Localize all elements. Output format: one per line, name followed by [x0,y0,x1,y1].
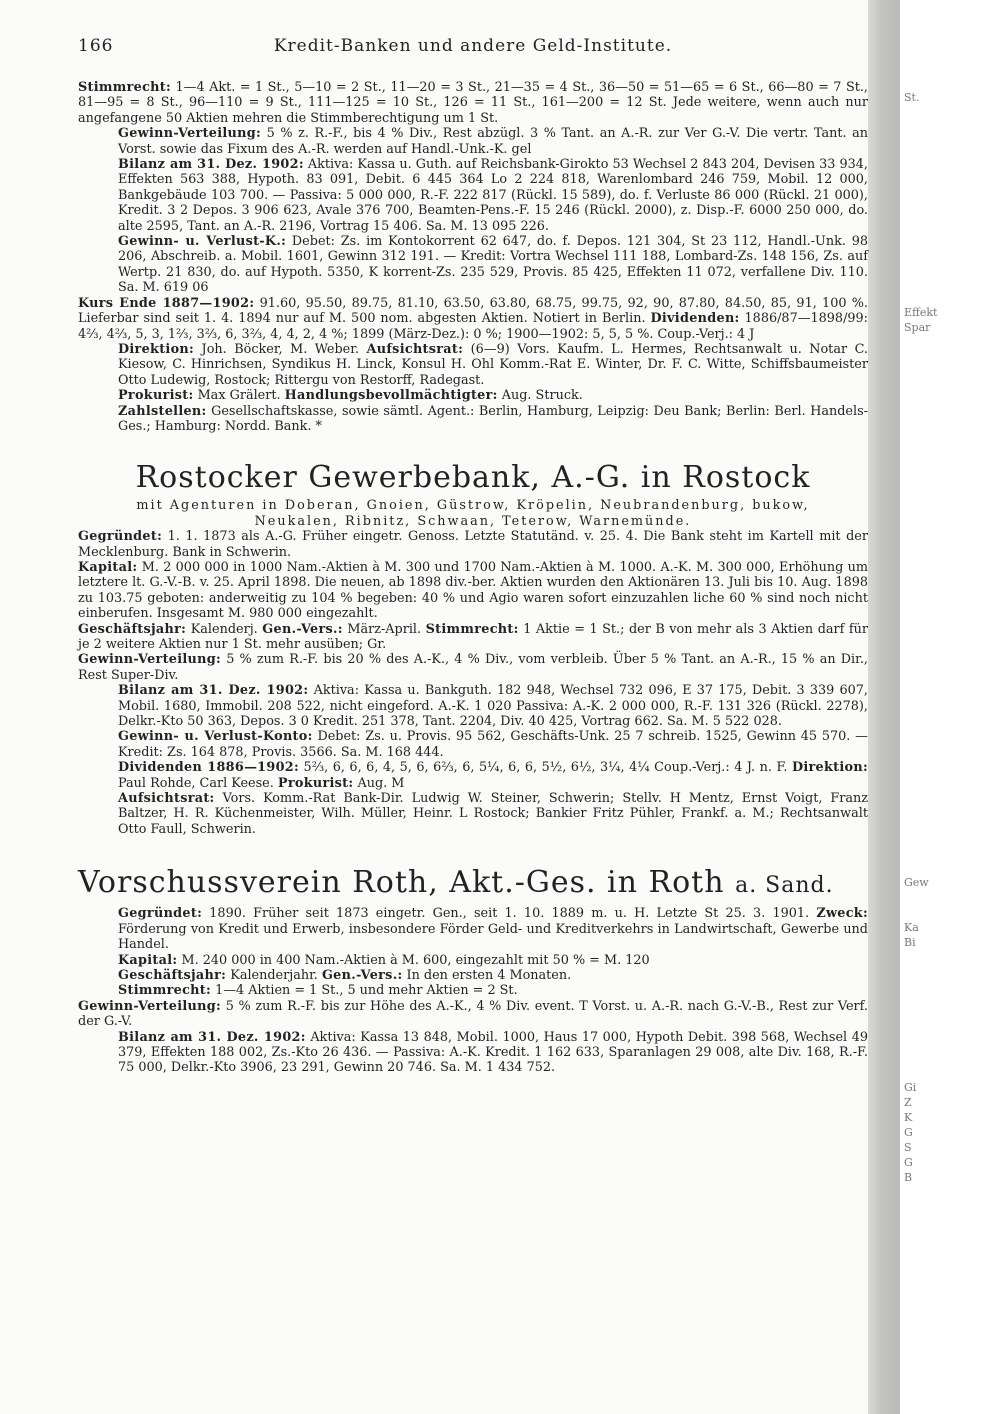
running-head: Kredit-Banken und andere Geld-Institute. [273,36,673,56]
label: Gewinn- u. Verlust-K.: [118,234,287,250]
text: Förderung von Kredit und Erwerb, insbesondere Förder Geld- und Kreditverkehrs in Landwirtschaft, Gewerbe und Handel. [118,921,868,953]
label: Gen.-Vers.: [262,621,343,637]
entry-title-main: Vorschussverein Roth, Akt.-Ges. in Roth [78,865,725,901]
paragraph-bilanz [78,1030,868,1076]
text: Aktiva: Kassa 13 848, Mobil. 1000, Haus 17 000, Hypoth Debit. 398 568, Wechsel 49 379, Effekten 188 002, Zs.-Kto 26 436. — Passiva: A.-K. Kredit. 1 162 633, Sparanlagen 29 008, alte Div. 168, R.-F. 75 000, Delkr.-Kto 3906, 23 291, Gewinn 20 746. Sa. M. 1 434 752. [118,1029,868,1076]
fragment: Z [904,1096,912,1109]
entry-subtitle: mit Agenturen in Doberan, Gnoien, Güstrow, Kröpelin, Neubrandenburg, bukow, Neukalen, Ribnitz, Schwaan, Teterow, Warnemünde. [136,498,810,529]
label: Gegründet: [78,529,163,545]
label: Gewinn-Verteilung: [118,126,262,142]
label: Stimmrecht: [118,983,212,999]
paragraph-geschaeftsjahr [78,622,868,653]
label: Dividenden: [650,311,740,327]
paragraph-kapital [78,953,868,968]
paragraph-stimmrecht [78,80,868,126]
paragraph-kapital [78,560,868,622]
paragraph-dividenden [78,760,868,791]
fragment: K [904,1111,913,1124]
paragraph-prokurist [78,388,868,403]
label: Direktion: [118,341,195,357]
text: Debet: Zs. u. Provis. 95 562, Geschäfts-Unk. 25 7 schreib. 1525, Gewinn 45 570. — Kredit: Zs. 164 878, Provis. 3566. Sa. M. 168 444. [118,729,868,760]
fragment: B [904,1171,913,1184]
text: 5⅔, 6, 6, 6, 4, 5, 6, 6⅔, 6, 5¼, 6, 6, 5½, 6½, 3¼, 4¼ Coup.-Verj.: 4 J. n. F. [299,760,788,776]
page-header [78,36,868,62]
label: Zweck: [816,906,868,922]
label: Bilanz am 31. Dez. 1902: [118,157,304,173]
label: Bilanz am 31. Dez. 1902: [118,683,309,699]
fragment: St. [904,91,920,104]
text: 5 % zum R.-F. bis 20 % des A.-K., 4 % Div., vom verbleib. Über 5 % Tant. an A.-R., 15 % an Dir., Rest Super-Div. [78,652,868,683]
fragment: Bi [904,936,916,949]
text: 5 % z. R.-F., bis 4 % Div., Rest abzügl. 3 % Tant. an A.-R. zur Ver G.-V. Die vertr. Tant. an Vorst. sowie das Fixum des A.-R. werden auf Handl.-Unk.-K. gel [118,126,868,157]
text: 1886/87—1898/99: 4⅔, 4⅔, 5, 3, 1⅔, 3⅔, 6, 3⅔, 4, 4, 2, 4 %; 1899 (März-Dez.): 0 %; 1900—1902: 5, 5, 5 %. Coup.-Verj.: 4 J [78,311,868,342]
label: Kapital: [78,559,138,575]
text: Aug. M [353,775,405,791]
fragment: Effekt [904,306,938,319]
entry-continued [78,80,868,434]
text: 1. 1. 1873 als A.-G. Früher eingetr. Genoss. Letzte Statutänd. v. 25. 4. Die Bank steht im Kartell mit der Mecklenburg. Bank in Schwerin. [78,529,868,560]
label: Prokurist: [277,775,354,791]
paragraph-gewinn-verteilung [78,999,868,1030]
text: 1—4 Akt. = 1 St., 5—10 = 2 St., 11—20 = 3 St., 21—35 = 4 St., 36—50 = 51—65 = 6 St., 66—80 = 7 St., 81—95 = 8 St., 96—110 = 9 St., 111—125 = 10 St., 126 = 11 St., 161—200 = 12 St. Jede weitere, wenn auch nur angefangene 50 Aktien mehren die Stimmberechtigung um 1 St. [78,80,868,126]
label: Kurs Ende 1887—1902: [78,295,255,311]
text: Max Grälert. [193,388,281,404]
label: Kapital: [118,952,178,968]
text: M. 240 000 in 400 Nam.-Aktien à M. 600, eingezahlt mit 50 % = M. 120 [177,952,650,968]
text: Paul Rohde, Carl Keese. [118,775,274,791]
text: März-April. [342,621,422,637]
label: Handlungsbevollmächtigter: [284,388,498,404]
text: 1890. Früher seit 1873 eingetr. Gen., seit 1. 10. 1889 m. u. H. Letzte St 25. 3. 1901. [202,906,810,922]
label: Gegründet: [118,906,203,922]
paragraph-bilanz [78,157,868,234]
label: Geschäftsjahr: [118,967,227,983]
paragraph-bilanz [78,683,868,729]
paragraph-gewinn-verteilung [78,126,868,157]
paragraph-gegruendet [78,906,868,952]
entry-title-suffix: a. Sand. [735,873,834,899]
adjacent-page-fragments [904,80,998,1185]
label: Dividenden 1886—1902: [118,760,300,776]
label: Gewinn-Verteilung: [78,652,222,668]
paragraph-zahlstellen [78,404,868,435]
fragment: G [904,1126,913,1139]
label: Gen.-Vers.: [321,967,403,983]
page-number: 166 [78,36,114,56]
paragraph-stimmrecht [78,983,868,998]
paragraph-gewinn-verteilung [78,652,868,683]
text: Joh. Böcker, M. Weber. [194,341,360,357]
label: Prokurist: [118,388,194,404]
entry-title [78,865,868,904]
label: Aufsichtsrat: [118,791,215,807]
paragraph-geschaeftsjahr [78,968,868,983]
text: Gesellschaftskasse, sowie sämtl. Agent.: Berlin, Hamburg, Leipzig: Deu Bank; Berlin: Berl. Handels-Ges.; Hamburg: Nordd. Bank. [118,403,868,434]
text: Kalenderjahr. [226,967,318,983]
entry-title: Rostocker Gewerbebank, A.-G. in Rostock [135,460,811,496]
fragment: S [904,1141,912,1154]
text: M. 2 000 000 in 1000 Nam.-Aktien à M. 300 und 1700 Nam.-Aktien à M. 1000. A.-K. M. 300 000, Erhöhung um letztere lt. G.-V.-B. v. 25. April 1898. Die neuen, ab 1898 div.-ber. Aktien wurden den Aktionären 13. Juli bis 10. Aug. 1898 zu 103.75 geboten: anderweitig zu 104 % begeben: 40 % und Agio waren sofort einzuzahlen liche 60 % sind noch nicht einberufen. Insgesamt M. 980 000 eingezahlt. [78,559,868,622]
paragraph-direktion [78,342,868,388]
text: In den ersten 4 Monaten. [402,967,572,983]
fragment: Spar [904,321,931,334]
label: Gewinn- u. Verlust-Konto: [118,729,313,745]
label: Geschäftsjahr: [78,621,187,637]
text: Aktiva: Kassa u. Bankguth. 182 948, Wechsel 732 096, E 37 175, Debit. 3 339 607, Mobil. 1680, Immobil. 208 522, nicht eingeford. A.-K. 1 020 Passiva: A.-K. 2 000 000, R.-F. 131 326 (Rückl. 2278), Delkr.-Kto 50 363, Depos. 3 0 Kredit. 251 378, Tant. 2204, Div. 40 425, Vortrag 662. Sa. M. 5 522 028. [118,683,868,730]
label: Stimmrecht: [425,621,519,637]
book-binding-gutter [868,0,900,1414]
end-mark: * [315,418,322,434]
text: 91.60, 95.50, 89.75, 81.10, 63.50, 63.80, 68.75, 99.75, 92, 90, 87.80, 84.50, 85, 91, 100 %. Lieferbar sind seit 1. 4. 1894 nur auf M. 500 nom. abgesten Aktien. Notiert in Berlin. [78,295,868,327]
text: 1—4 Aktien = 1 St., 5 und mehr Aktien = 2 St. [211,983,518,999]
label: Zahlstellen: [118,403,207,419]
paragraph-aufsichtsrat [78,791,868,837]
label: Bilanz am 31. Dez. 1902: [118,1029,306,1045]
fragment: Ka [904,921,919,934]
fragment: G [904,1156,913,1169]
text: Aktiva: Kassa u. Guth. auf Reichsbank-Girokto 53 Wechsel 2 843 204, Devisen 33 934, Effekten 563 388, Hypoth. 83 091, Debit. 6 445 364 Lo 2 224 818, Warenlombard 246 759, Mobil. 12 000, Bankgebäude 103 700. — Passiva: 5 000 000, R.-F. 222 817 (Rückl. 15 589), do. f. Verluste 86 000 (Rückl. 21 000), Kredit. 3 2 Depos. 3 906 623, Avale 376 700, Beamten-Pens.-F. 15 246 (Rückl. 2000), z. Disp.-F. 6000 250 000, do. alte 2595, Tant. an A.-R. 2196, Vortrag 15 406. Sa. M. 13 095 226. [118,157,868,234]
text: 1 Aktie = 1 St.; der B von mehr als 3 Aktien darf für je 2 weitere Aktien nur 1 St. mehr ausüben; Gr. [78,621,869,652]
label: Aufsichtsrat: [366,341,464,357]
label: Direktion: [791,760,868,776]
text: Vors. Komm.-Rat Bank-Dir. Ludwig W. Steiner, Schwerin; Stellv. H Mentz, Ernst Voigt, Franz Baltzer, H. R. Küchenmeister, Wilh. Müller, Heinr. L Rostock; Bankier Fritz Pühler, Frankf. a. M.; Rechtsanwalt Otto Faull, Schwerin. [118,791,868,837]
paragraph-gewinn-verlust [78,234,868,296]
text: (6—9) Vors. Kaufm. L. Hermes, Rechtsanwalt u. Notar C. Kiesow, C. Hinrichsen, Syndikus H. Linck, Konsul H. Ohl Komm.-Rat E. Winter, Dr. F. C. Witte, Schiffsbaumeister Otto Ludewig, Rostock; Rittergu von Restorff, Radegast. [118,341,868,388]
page-content [78,80,868,1076]
entry-rostocker-gewerbebank [78,460,868,837]
label: Stimmrecht: [78,80,172,95]
entry-vorschussverein-roth [78,865,868,1075]
text: Aug. Struck. [497,388,583,404]
paragraph-gegruendet [78,529,868,560]
paragraph-gewinn-verlust [78,729,868,760]
text: 5 % zum R.-F. bis zur Höhe des A.-K., 4 % Div. event. T Vorst. u. A.-R. nach G.-V.-B., Rest zur Verf. der G.-V. [78,998,868,1030]
fragment: Gi [904,1081,917,1094]
text: Debet: Zs. im Kontokorrent 62 647, do. f. Depos. 121 304, St 23 112, Handl.-Unk. 98 206, Abschreib. a. Mobil. 1601, Gewinn 312 191. — Kredit: Vortra Wechsel 111 188, Lombard-Zs. 148 156, Zs. auf Wertp. 21 830, do. auf Hypoth. 5350, K korrent-Zs. 235 529, Provis. 85 425, Effekten 11 072, verfallene Div. 110. Sa. M. 619 06 [118,234,868,296]
label: Gewinn-Verteilung: [78,998,222,1014]
fragment: Gew [904,876,929,889]
paragraph-kurs [78,296,868,342]
text: Kalenderj. [186,621,258,637]
